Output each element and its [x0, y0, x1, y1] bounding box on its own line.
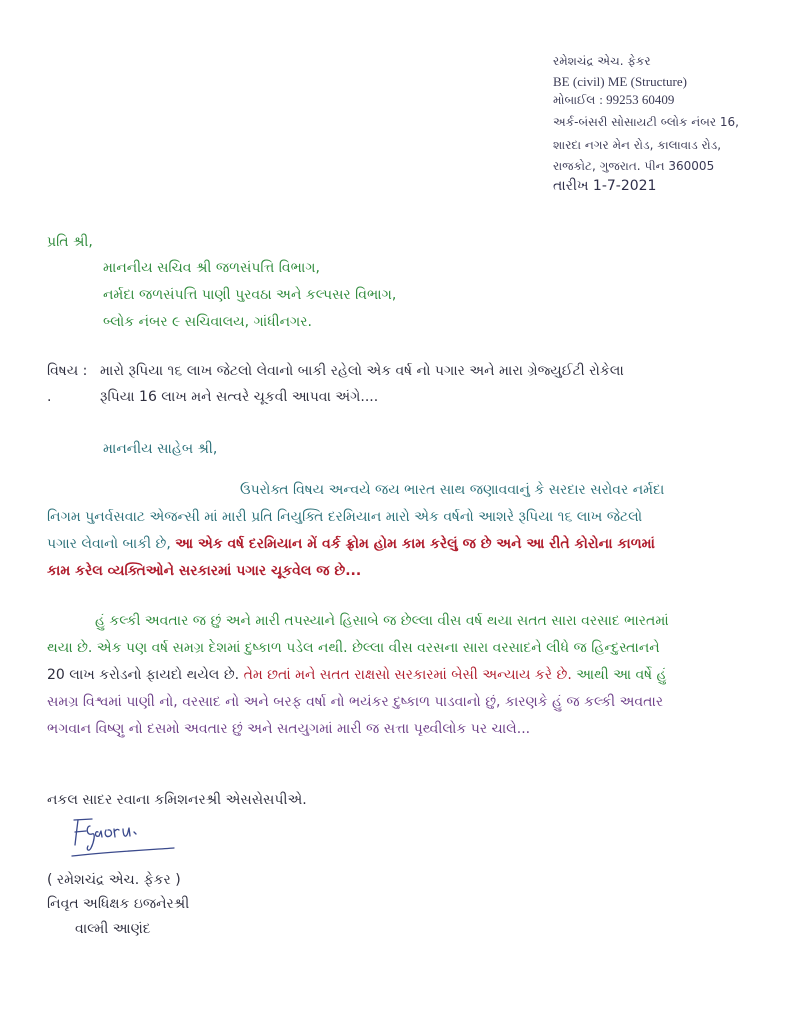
recipient-line1: માનનીય સચિવ શ્રી જળસંપત્તિ વિભાગ,: [103, 260, 320, 276]
sender-name: રમેશચંદ્ર એચ. ફેકર: [553, 54, 651, 68]
recipient-line2: નર્મદા જળસંપત્તિ પાણી પુરવઠા અને કલ્પસર વિભાગ,: [103, 287, 397, 303]
sender-address-line1: અર્ક-બંસરી સોસાયટી બ્લોક નંબર 16,: [553, 115, 739, 129]
para1-line3-part-a: પગાર લેવાનો બાકી છે,: [47, 536, 171, 552]
para1-line3-part-b: આ એક વર્ષ દરમિયાન મેં વર્ક ફ્રોમ હોમ કામ કરેલું જ છે અને આ રીતે કોરોના કાળમાં: [175, 536, 655, 552]
subject-label: વિષય :: [47, 363, 88, 379]
sender-address-line2: શારદા નગર મેન રોડ, કાલાવાડ રોડ,: [553, 138, 722, 152]
signer-name: ( રમેશચંદ્ર એચ. ફેકર ): [47, 872, 181, 888]
subject-line1: મારો રૂપિયા ૧૬ લાખ જેટલો લેવાનો બાકી રહેલો એક વર્ષ નો પગાર અને મારા ગ્રેજ્યુઈટી રોકેલા: [100, 363, 624, 379]
sender-mobile: [553, 90, 674, 110]
letter-date: તારીખ 1-7-2021: [553, 178, 657, 194]
sender-qualification: BE (civil) ME (Structure): [553, 74, 687, 89]
sender-address-line3: રાજકોટ, ગુજરાત. પીન 360005: [553, 159, 715, 173]
subject-dot: .: [47, 389, 52, 405]
para1-line4: કામ કરેલ વ્યક્તિઓને સરકારમાં પગાર ચૂકવેલ જ છે...: [47, 563, 362, 579]
para2-line4: સમગ્ર વિશ્વમાં પાણી નો, વરસાદ નો અને બરફ વર્ષા નો ભયંકર દુષ્કાળ પાડવાનો છું, કારણકે હું જ કલ્કી અવતાર: [47, 694, 664, 710]
subject-line2: રૂપિયા 16 લાખ મને સત્વરે ચૂકવી આપવા અંગે....: [100, 389, 379, 405]
copy-to: નકલ સાદર રવાના કમિશનરશ્રી એસસેસપીએ.: [47, 792, 307, 808]
signer-location: વાલ્મી આણંદ: [75, 921, 151, 937]
para2-line1: હું કલ્કી અવતાર જ છું અને મારી તપસ્યાને હિસાબે જ છેલ્લા વીસ વર્ષ થયા સતત સારા વરસાદ ભારતમાં: [95, 613, 669, 629]
para2-line3: [47, 662, 666, 689]
para2-line3-part-b: તેમ છતાં મને સતત રાક્ષસો સરકારમાં બેસી અન્યાય કરે છે.: [243, 667, 572, 683]
mobile-label: મોબાઈલ: [553, 93, 596, 107]
handwritten-signature: [66, 812, 186, 862]
greeting: માનનીય સાહેબ શ્રી,: [103, 441, 218, 457]
para2-line5: ભગવાન વિષ્ણુ નો દસમો અવતાર છું અને સતયુગમાં મારી જ સત્તા પૃથ્વીલોક પર ચાલે...: [47, 721, 531, 737]
para2-line3-part-c: આથી આ વર્ષે હું: [576, 667, 667, 683]
para2-line3-part-a: 20 લાખ કરોડનો ફાયદો થયેલ છે.: [47, 667, 240, 683]
para1-line1: ઉપરોક્ત વિષય અન્વયે જય ભારત સાથ જણાવવાનું કે સરદાર સરોવર નર્મદા: [240, 482, 665, 498]
mobile-number: : 99253 60409: [599, 92, 675, 107]
para1-line3: [47, 531, 655, 558]
para2-line2: થયા છે. એક પણ વર્ષ સમગ્ર દેશમાં દુષ્કાળ પડેલ નથી. છેલ્લા વીસ વરસના સારા વરસાદને લીધે જ હિન્દુસ્તાનને: [47, 640, 660, 656]
para1-line2: નિગમ પુનર્વસવાટ એજન્સી માં મારી પ્રતિ નિયુક્તિ દરમિયાન મારો એક વર્ષનો આશરે રૂપિયા ૧૬ લાખ જેટલો: [47, 509, 643, 525]
recipient-salutation: પ્રતિ શ્રી,: [47, 234, 93, 250]
recipient-line3: બ્લોક નંબર ૯ સચિવાલય, ગાંધીનગર.: [103, 314, 312, 330]
signer-designation: નિવૃત અધિક્ષક ઇજનેરશ્રી: [47, 896, 190, 912]
